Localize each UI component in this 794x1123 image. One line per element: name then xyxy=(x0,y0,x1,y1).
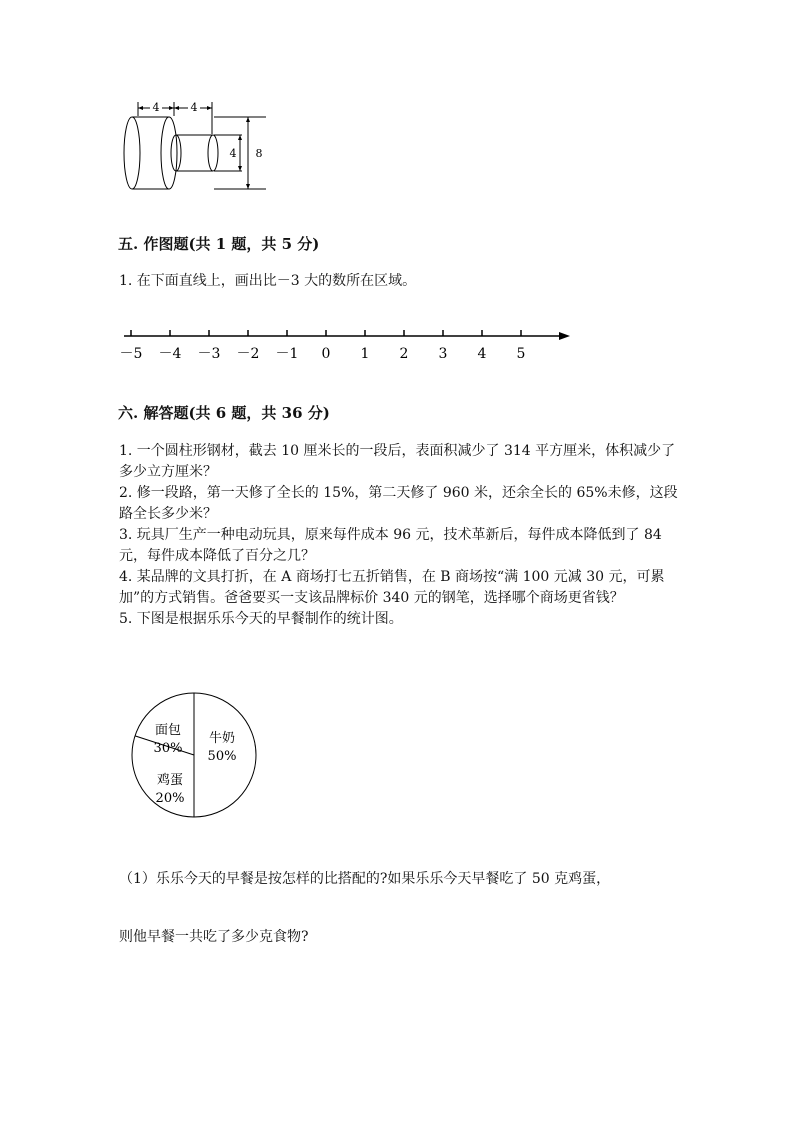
section6-questions xyxy=(119,441,679,630)
cylinder-figure xyxy=(118,96,278,196)
number-line-tick-label: －5 xyxy=(119,346,143,362)
question-3: 3. 玩具厂生产一种电动玩具，原来每件成本 96 元，技术革新后，每件成本降低到了 84 元，每件成本降低了百分之几？ xyxy=(119,527,662,564)
pie-label-milk-pct: 50% xyxy=(207,749,237,764)
question-4: 4. 某品牌的文具打折，在 A 商场打七五折销售，在 B 商场按“满 100 元减 30 元，可累加”的方式销售。爸爸要买一支该品牌标价 340 元的钢笔，选择哪个商场更省钱？ xyxy=(119,569,665,606)
dim-inner-height-label: 4 xyxy=(229,147,237,160)
number-line-tick-label: 1 xyxy=(360,346,370,362)
pie-label-bread-name: 面包 xyxy=(154,723,182,738)
number-line-tick-label: －3 xyxy=(197,346,221,362)
number-line-tick-label: 5 xyxy=(516,346,526,362)
section6-title: 六. 解答题(共 6 题，共 36 分) xyxy=(118,404,330,422)
number-line-tick-label: 0 xyxy=(321,346,331,362)
sub-question-1-line1: （1）乐乐今天的早餐是按怎样的比搭配的?如果乐乐今天早餐吃了 50 克鸡蛋， xyxy=(119,871,611,887)
number-line-tick-label: 3 xyxy=(438,346,448,362)
number-line-tick-label: 2 xyxy=(399,346,409,362)
pie-label-milk-name: 牛奶 xyxy=(208,731,236,746)
dim-outer-height-label: 8 xyxy=(255,147,263,160)
sub-question-1-line2: 则他早餐一共吃了多少克食物? xyxy=(119,929,309,945)
section5-question-1: 1. 在下面直线上，画出比－3 大的数所在区域。 xyxy=(119,273,417,289)
section5-title: 五. 作图题(共 1 题，共 5 分) xyxy=(118,235,320,253)
dim-left-label: 4 xyxy=(152,101,160,114)
question-5: 5. 下图是根据乐乐今天的早餐制作的统计图。 xyxy=(119,611,403,627)
question-2: 2. 修一段路，第一天修了全长的 15%，第二天修了 960 米，还余全长的 65%未修，这段路全长多少米？ xyxy=(119,485,678,522)
number-line-tick-label: －1 xyxy=(275,346,299,362)
number-line xyxy=(118,324,578,370)
pie-label-egg-name: 鸡蛋 xyxy=(156,773,184,788)
question-1: 1. 一个圆柱形钢材，截去 10 厘米长的一段后，表面积减少了 314 平方厘米，体积减少了多少立方厘米？ xyxy=(119,443,676,480)
number-line-tick-label: －4 xyxy=(158,346,182,362)
number-line-tick-label: －2 xyxy=(236,346,260,362)
pie-label-bread-pct: 30% xyxy=(153,741,183,756)
dim-right-label: 4 xyxy=(190,101,198,114)
pie-label-egg-pct: 20% xyxy=(155,791,185,806)
breakfast-pie-chart xyxy=(124,690,264,820)
number-line-tick-label: 4 xyxy=(477,346,487,362)
